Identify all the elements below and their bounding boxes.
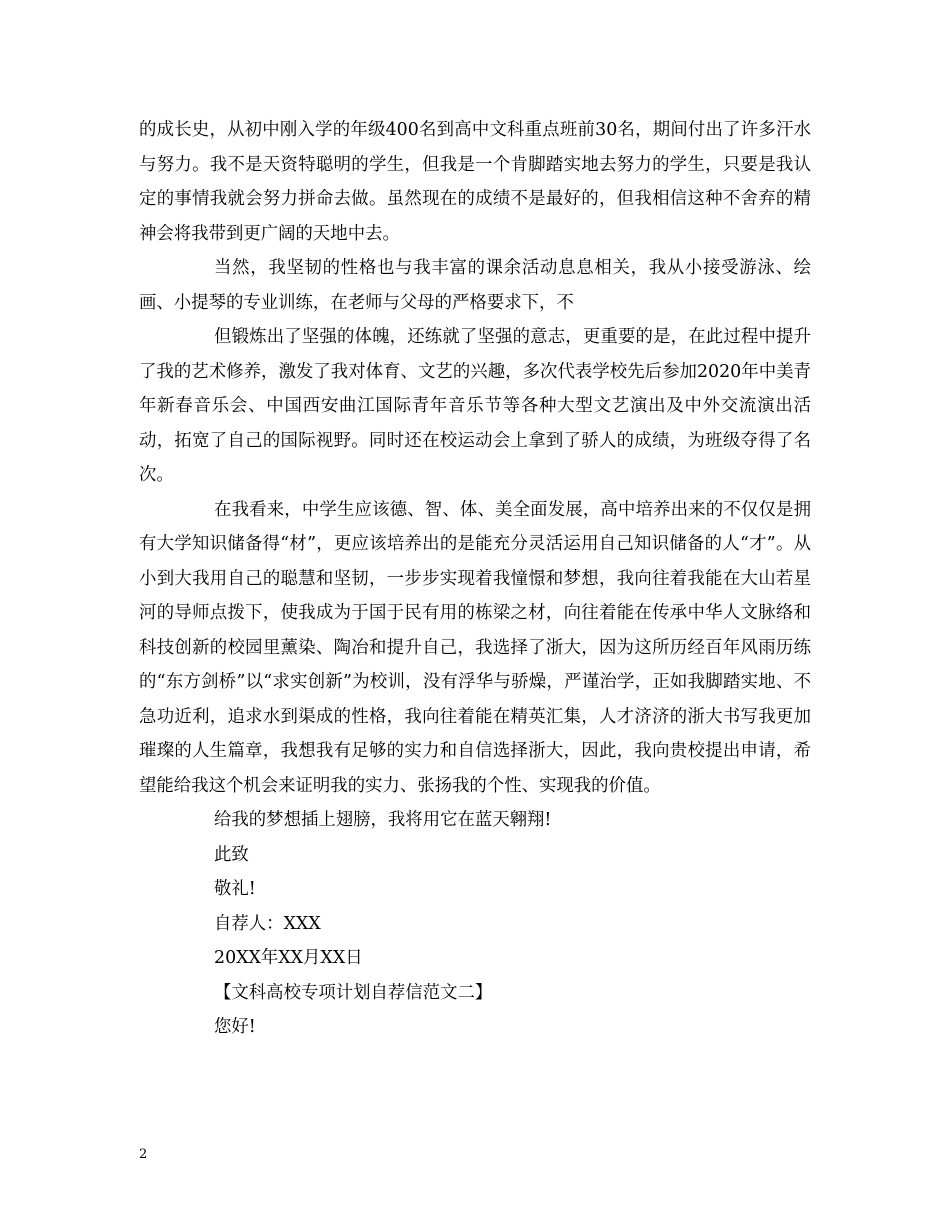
letter-body	[139, 113, 811, 1045]
greeting-line: 您好!	[214, 1017, 256, 1037]
closing-salutation: 此致	[214, 844, 249, 865]
closing-regards: 敬礼!	[214, 879, 256, 899]
paragraph-extracurricular: 当然，我坚韧的性格也与我丰富的课余活动息息相关，我从小接受游泳、绘画、小提琴的专业训练，在老师与父母的严格要求下，不	[139, 258, 811, 313]
signature-line: 自荐人：XXX	[214, 913, 321, 934]
date-line: 20XX年XX月XX日	[214, 948, 363, 968]
page-number: 2	[139, 1147, 148, 1162]
section-heading: 【文科高校专项计划自荐信范文二】	[214, 982, 493, 1003]
paragraph-art-training: 但锻炼出了坚强的体魄，还练就了坚强的意志，更重要的是，在此过程中提升了我的艺术修养，激发了我对体育、文艺的兴趣，多次代表学校先后参加2020年中美青年新春音乐会、中国西安曲江国际青年音乐节等各种大型文艺演出及中外交流演出活动，拓宽了自己的国际视野。同时还在校运动会上拿到了骄人的成绩，为班级夺得了名次。	[139, 327, 811, 485]
closing-wish: 给我的梦想插上翅膀，我将用它在蓝天翱翔!	[214, 810, 552, 830]
paragraph-growth-history: 的成长史，从初中刚入学的年级400名到高中文科重点班前30名，期间付出了许多汗水与努力。我不是天资特聪明的学生，但我是一个肯脚踏实地去努力的学生，只要是我认定的事情我就会努力拼命去做。虽然现在的成绩不是最好的，但我相信这种不舍弃的精神会将我带到更广阔的天地中去。	[139, 120, 811, 244]
paragraph-why-zju: 在我看来，中学生应该德、智、体、美全面发展，高中培养出来的不仅仅是拥有大学知识储备得“材”，更应该培养出的是能充分灵活运用自己知识储备的人“才”。从小到大我用自己的聪慧和坚韧，一步步实现着我憧憬和梦想，我向往着我能在大山若星河的导师点拨下，使我成为于国于民有用的栋梁之材，向往着能在传承中华人文脉络和科技创新的校园里薰染、陶冶和提升自己，我选择了浙大，因为这所历经百年风雨历练的“东方剑桥”以“求实创新”为校训，没有浮华与骄燥，严谨治学，正如我脚踏实地、不急功近利，追求水到渠成的性格，我向往着能在精英汇集，人才济济的浙大书写我更加璀璨的人生篇章，我想我有足够的实力和自信选择浙大，因此，我向贵校提出申请，希望能给我这个机会来证明我的实力、张扬我的个性、实现我的价值。	[139, 499, 811, 796]
